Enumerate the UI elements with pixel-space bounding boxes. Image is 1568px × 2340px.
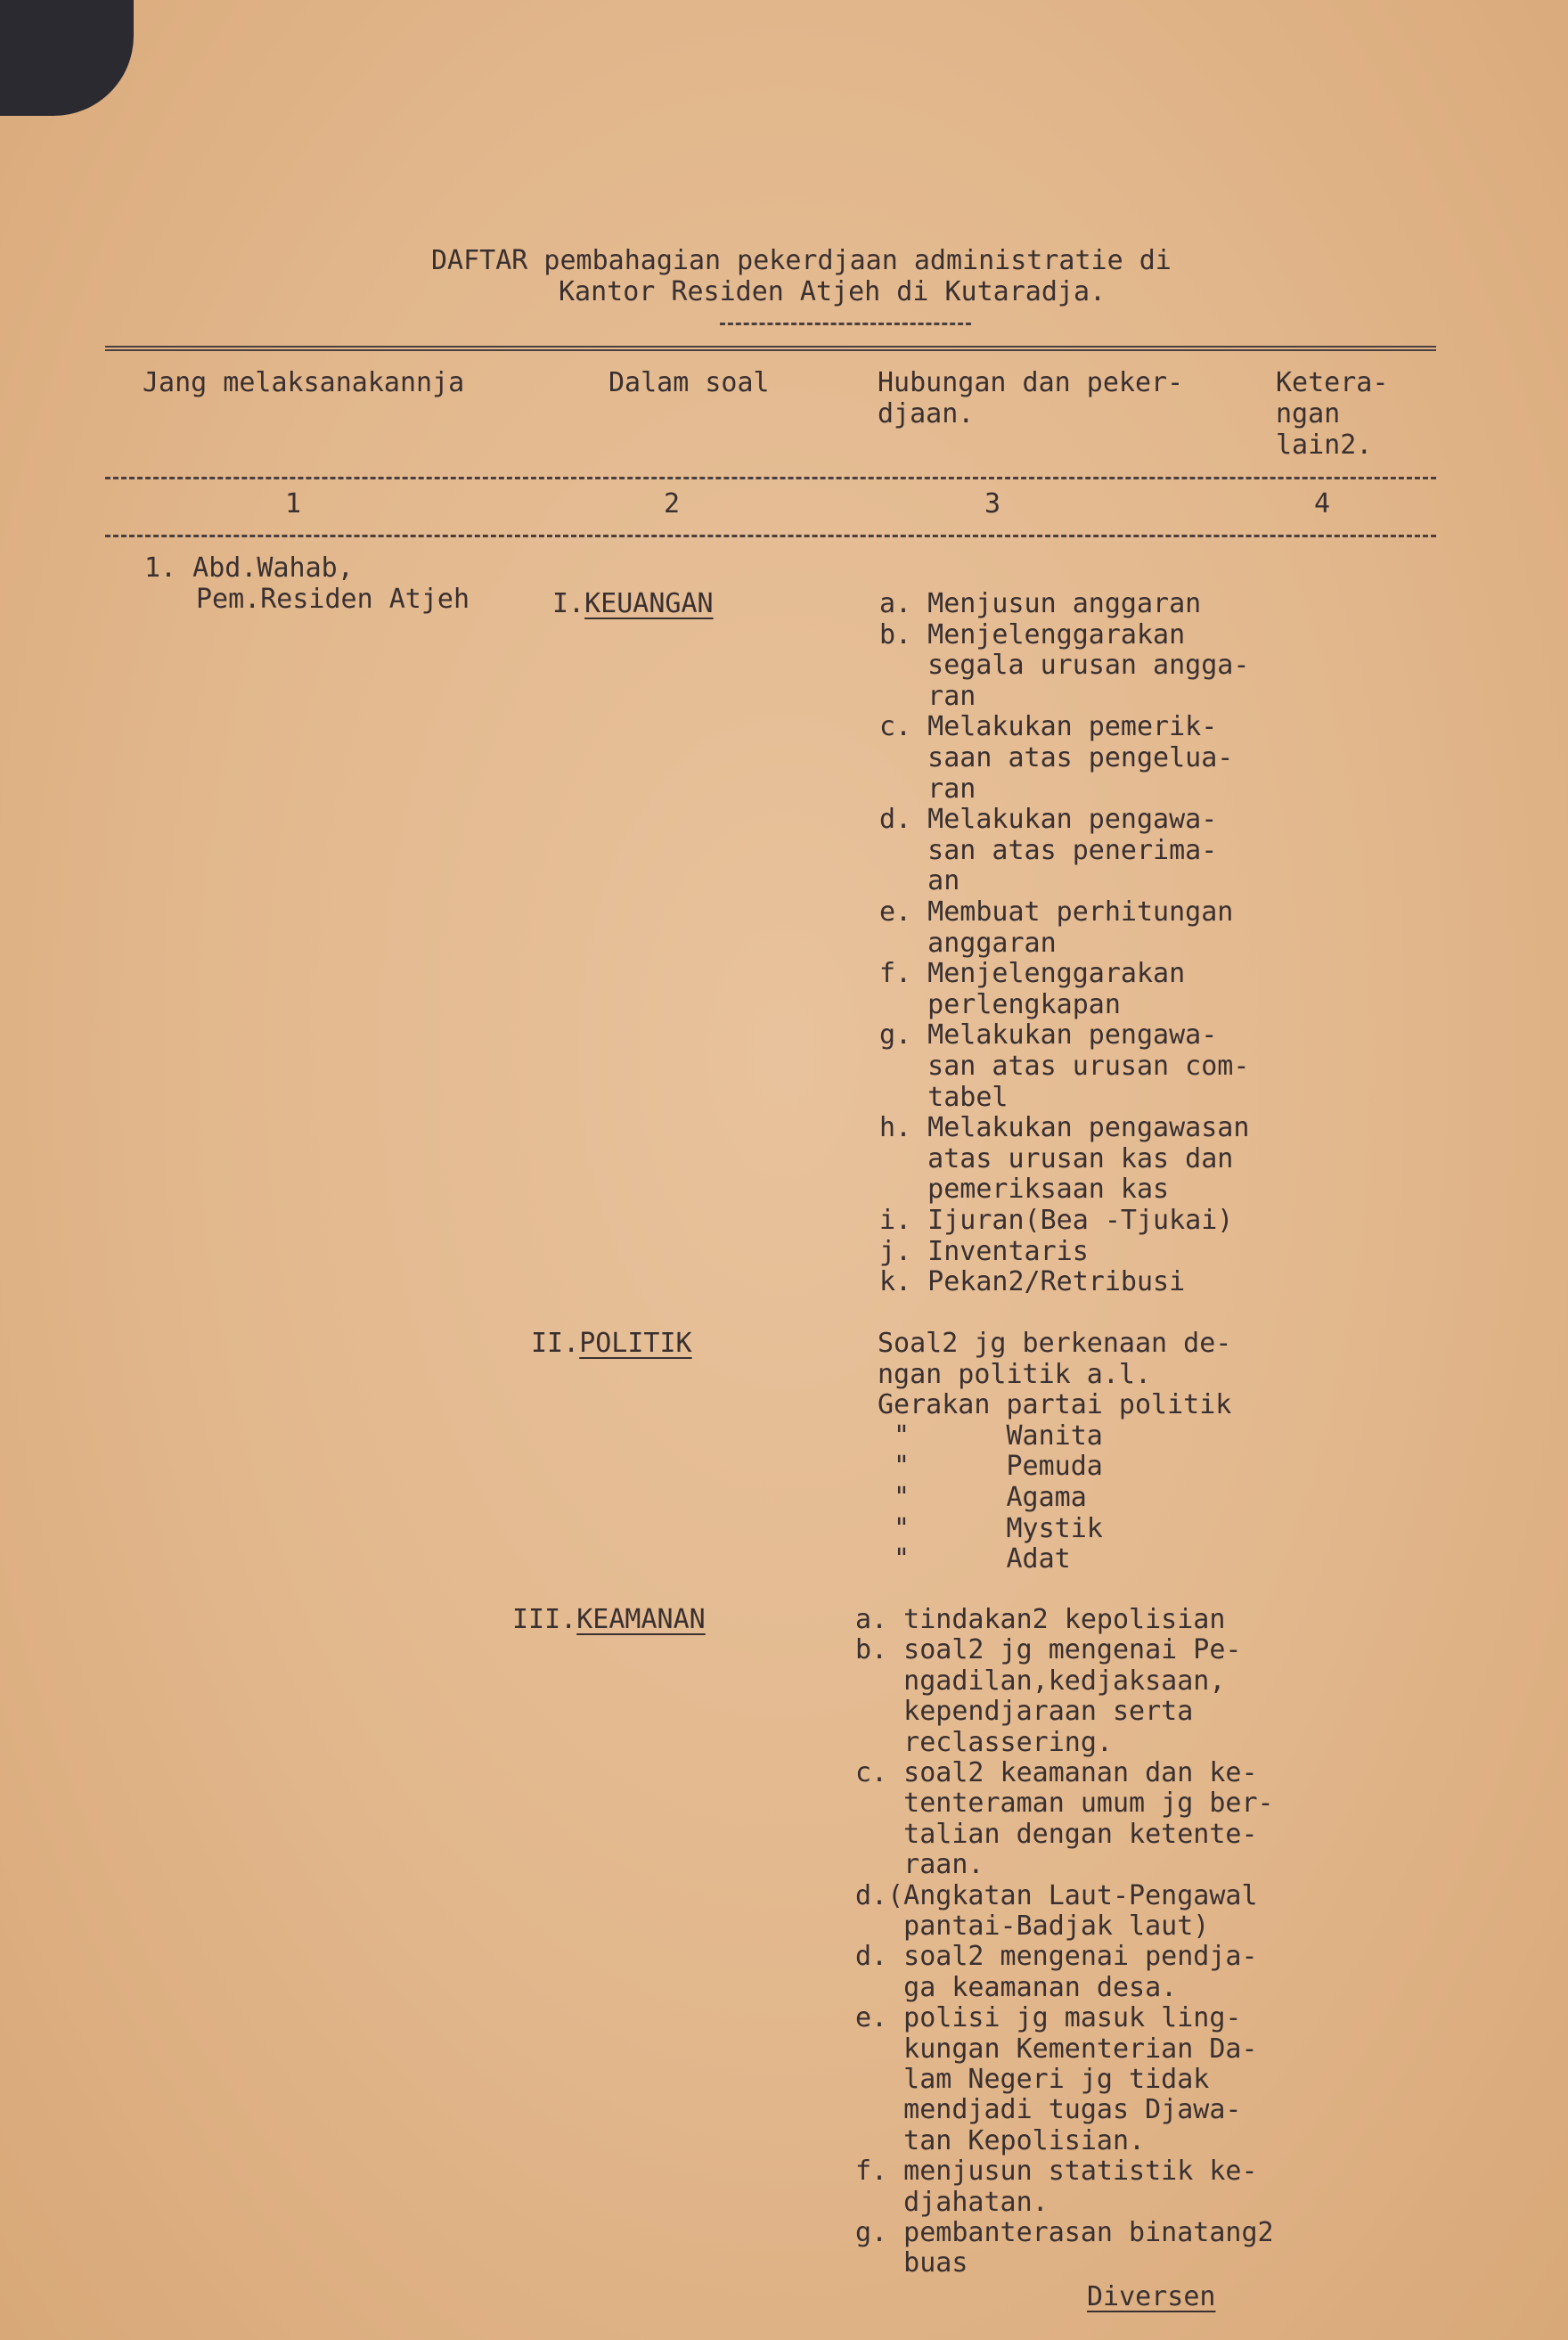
section-3-item-line: b. soal2 jg mengenai Pe- — [855, 1634, 1242, 1666]
column-number-4: 4 — [1314, 488, 1331, 520]
section-2-item-line: " Mystik — [878, 1512, 1103, 1544]
section-3-heading — [512, 1604, 706, 1635]
section-1-item-line: e. Membuat perhitungan — [879, 896, 1234, 928]
document-title-line-1: DAFTAR pembahagian pekerdjaan administratie di — [431, 245, 1172, 276]
page-corner-damage — [0, 0, 134, 116]
column-header-4-line-1: Ketera- — [1276, 367, 1389, 398]
section-1-item-line: tabel — [879, 1081, 1009, 1113]
section-3-item-line: ga keamanan desa. — [855, 1971, 1178, 2003]
section-2-item-line: " Agama — [878, 1482, 1087, 1513]
section-1-item-line: g. Melakukan pengawa- — [879, 1019, 1218, 1051]
section-3-item-line: djahatan. — [855, 2186, 1049, 2218]
section-3-item-line: g. pembanterasan binatang2 — [855, 2217, 1274, 2248]
section-2-number: II. — [531, 1328, 580, 1359]
section-1-name: KEUANGAN — [584, 588, 714, 619]
footer-next-page: Diversen — [1087, 2281, 1216, 2312]
section-2-item-line: " Adat — [878, 1543, 1071, 1575]
section-2-item-line: " Pemuda — [878, 1451, 1103, 1483]
section-3-item-line: d.(Angkatan Laut-Pengawal — [855, 1879, 1258, 1911]
section-1-item-line: f. Menjelenggarakan — [879, 958, 1186, 990]
section-1-item-line: b. Menjelenggarakan — [879, 618, 1186, 650]
person-line-1: 1. Abd.Wahab, — [144, 552, 354, 584]
section-1-item-line: ran — [879, 680, 976, 712]
section-3-item-line: a. tindakan2 kepolisian — [855, 1604, 1226, 1635]
section-3-item-line: tenteraman umum jg ber- — [855, 1788, 1274, 1820]
section-1-item-line: a. Menjusun anggaran — [879, 588, 1202, 619]
column-header-4-line-2: ngan — [1276, 398, 1341, 430]
column-header-4-line-3: lain2. — [1276, 430, 1373, 461]
section-2-name: POLITIK — [579, 1328, 692, 1359]
section-3-item-line: kependjaraan serta — [855, 1696, 1194, 1728]
section-3-item-line: talian dengan ketente- — [855, 1818, 1258, 1850]
section-1-item-line: j. Inventaris — [879, 1235, 1089, 1267]
section-1-item-line: san atas penerima- — [879, 834, 1218, 866]
column-header-2: Dalam soal — [608, 367, 770, 398]
title-underline — [720, 323, 971, 325]
section-2-item-line: " Wanita — [878, 1420, 1103, 1452]
section-3-item-line: c. soal2 keamanan dan ke- — [855, 1757, 1258, 1788]
column-header-3-line-1: Hubungan dan peker- — [878, 367, 1184, 398]
section-3-item-line: raan. — [855, 1849, 984, 1881]
section-1-number: I. — [552, 588, 585, 619]
section-1-item-line: saan atas pengelua- — [879, 742, 1234, 773]
column-header-1: Jang melaksanakannja — [143, 367, 465, 398]
section-1-item-line: atas urusan kas dan — [879, 1142, 1234, 1174]
section-2-item-line: ngan politik a.l. — [878, 1358, 1152, 1390]
section-3-item-line: tan Kepolisian. — [855, 2124, 1146, 2156]
section-3-name: KEAMANAN — [576, 1604, 706, 1635]
section-1-item-line: perlengkapan — [879, 988, 1121, 1020]
section-1-item-line: segala urusan angga- — [879, 650, 1250, 682]
section-1-item-line: ran — [879, 773, 976, 805]
section-2-item-line: Gerakan partai politik — [878, 1389, 1232, 1421]
header-mid-rule — [105, 477, 1436, 479]
section-1-item-line: pemeriksaan kas — [879, 1174, 1170, 1206]
section-1-item-line: k. Pekan2/Retribusi — [879, 1266, 1186, 1298]
section-2-item-line: Soal2 jg berkenaan de- — [878, 1328, 1232, 1359]
section-1-item-line: d. Melakukan pengawa- — [879, 804, 1218, 836]
column-number-3: 3 — [984, 488, 1001, 520]
section-1-heading — [552, 588, 714, 619]
section-3-item-line: lam Negeri jg tidak — [855, 2064, 1210, 2095]
section-3-number: III. — [512, 1604, 577, 1635]
column-number-1: 1 — [285, 488, 302, 520]
section-1-item-line: an — [879, 865, 960, 897]
header-top-rule — [105, 346, 1436, 351]
section-3-item-line: mendjadi tugas Djawa- — [855, 2094, 1242, 2126]
section-3-item-line: pantai-Badjak laut) — [855, 1910, 1210, 1942]
section-3-item-line: d. soal2 mengenai pendja- — [855, 1941, 1258, 1973]
section-3-item-line: f. menjusun statistik ke- — [855, 2156, 1258, 2188]
document-title-line-2: Kantor Residen Atjeh di Kutaradja. — [559, 276, 1107, 307]
section-1-item-line: h. Melakukan pengawasan — [879, 1112, 1250, 1144]
section-1-item-line: san atas urusan com- — [879, 1051, 1250, 1082]
section-3-item-line: ngadilan,kedjaksaan, — [855, 1665, 1226, 1697]
section-2-heading — [531, 1328, 692, 1359]
column-number-2: 2 — [664, 488, 681, 520]
person-line-2: Pem.Residen Atjeh — [196, 584, 470, 615]
section-3-item-line: buas — [855, 2247, 968, 2279]
column-header-3-line-2: djaan. — [878, 398, 975, 430]
section-3-item-line: kungan Kementerian Da- — [855, 2033, 1258, 2065]
section-3-item-line: reclassering. — [855, 1726, 1113, 1758]
section-1-item-line: anggaran — [879, 927, 1057, 959]
section-1-item-line: i. Ijuran(Bea -Tjukai) — [879, 1205, 1234, 1236]
header-bottom-rule — [105, 535, 1436, 537]
section-1-item-line: c. Melakukan pemerik- — [879, 711, 1218, 743]
section-3-item-line: e. polisi jg masuk ling- — [855, 2002, 1242, 2034]
